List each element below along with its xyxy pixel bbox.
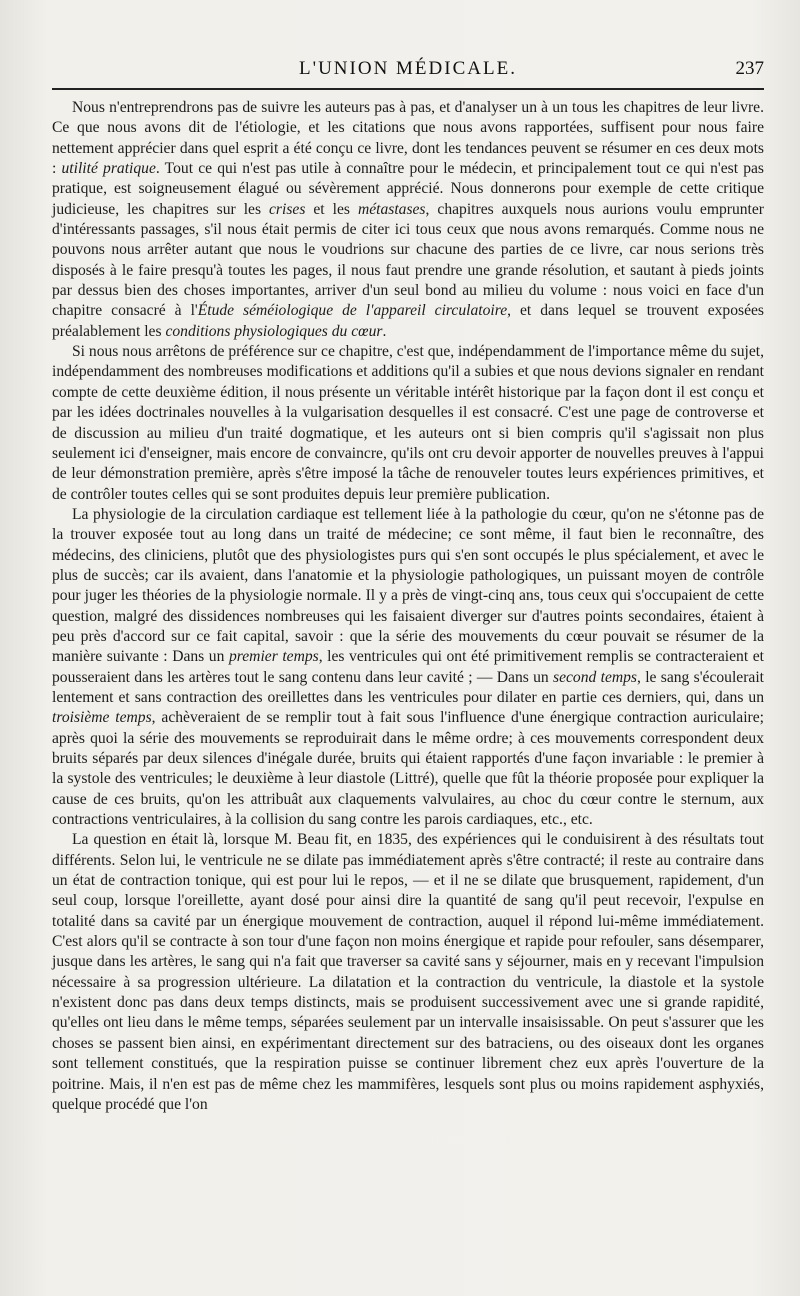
text-run: . Tout ce qui n'est pas utile à connaître pour le médecin, et principalement tout ce qui n'est pas pratique, est soigneusement élagué ou sévèrement apprécié. Nous donnerons pour exemple de cette critique judicieuse, les chapitres sur les [52, 160, 765, 218]
italic-phrase: utilité pratique [61, 160, 156, 178]
text-run: La physiologie de la circulation cardiaque est tellement liée à la pathologie du cœur, qu'on ne s'étonne pas de la trouver exposée tout au long dans un traité de médecine; ce sont même, il faut bien le reconnaître, des médecins, des cliniciens, plutôt que des physiologistes purs qui s'en sont occupés le plus spécialement, et avec le plus de succès; car ils avaient, dans l'anatomie et la physiologie pathologiques, un puissant moyen de contrôle pour juger les théories de la physiologie normale. Il y a près de vingt-cinq ans, tous ceux qui s'occupaient de cette question, malgré des dissidences nombreuses qui les faisaient diverger sur d'autres points secondaires, étaient à peu près d'accord sur ce fait capital, savoir : que la série des mouvements du cœur pouvait se résumer de la manière suivante : Dans un [52, 505, 764, 666]
italic-phrase: conditions physiologiques du cœur [165, 322, 383, 340]
text-run: La question en était là, lorsque M. Beau fit, en 1835, des expériences qui le conduisirent à des résultats tout différents. Selon lui, le ventricule ne se dilate pas immédiatement après s'être contracté; il reste au contraire dans un état de contraction tonique, qui est pour lui le repos, — et il ne se dilate que brusquement, rapidement, d'un seul coup, lorsque l'oreillette, ayant dosé pour ainsi dire la quantité de sang qu'il peut recevoir, l'expulse en totalité dans sa cavité par un énergique mouvement de contraction, auquel il répond lui-même immédiatement. C'est alors qu'il se contracte à son tour d'une façon non moins énergique et rapide pour refouler, sans désemparer, jusque dans les artères, le sang qui n'a fait que traverser sa cavité sans y séjourner, mais en y recevant l'impulsion nécessaire à sa progression ultérieure. La dilatation et la contraction du ventricule, la diastole et la systole n'existent donc pas dans deux temps distincts, mais se produisent successivement avec une si grande rapidité, qu'elles ont lieu dans le même temps, séparées seulement par un intervalle insaisissable. On peut s'assurer que les choses se passent bien ainsi, en expérimentant directement sur des batraciens, ou des oiseaux dont les organes sont tellement constitués, que la respiration puisse se continuer librement chez eux après l'ouverture de la poitrine. Mais, il n'en est pas de même chez les mammifères, lesquels sont plus ou moins rapidement asphyxiés, quelque procédé que l'on [52, 831, 764, 1113]
text-run: Nous n'entreprendrons pas de suivre les auteurs pas à pas, et d'analyser un à un tous les chapitres de leur livre. Ce que nous avons dit de l'étiologie, et les citations que nous avons rapportées, suffisent pour nous faire nettement apprécier dans quel esprit a été conçu ce livre, dont les tendances peuvent se résumer en ces deux mots : [52, 99, 764, 178]
body-text [52, 98, 764, 1115]
text-run: , et dans lequel se trouvent exposées préalablement les [52, 302, 765, 340]
text-run: , le sang s'écoulerait lentement et sans contraction des oreillettes dans les ventricules pour dilater en partie ces derniers, qui, dans un [52, 668, 764, 706]
paragraph [52, 98, 764, 342]
italic-phrase: métastases [357, 200, 426, 218]
text-run: , les ventricules qui ont été primitivement remplis se contracteraient et pousseraient dans les artères tout le sang contenu dans leur cavité ; — Dans un [52, 648, 764, 686]
italic-phrase: Étude séméiologique de l'appareil circulatoire [197, 302, 508, 320]
text-run: Si nous nous arrêtons de préférence sur ce chapitre, c'est que, indépendamment de l'importance même du sujet, indépendamment des nombreuses modifications et additions qu'il a subies et que nous devions signaler en rendant compte de cette deuxième édition, il nous présente un véritable intérêt historique par la façon dont il est conçu et par les idées doctrinales nouvelles à la vulgarisation desquelles il est consacré. C'est une page de controverse et de discussion au milieu d'un traité dogmatique, et les auteurs ont si bien compris qu'il s'agissait non plus seulement ici d'enseigner, mais encore de convaincre, qu'ils ont cru devoir apporter de nouvelles preuves à l'appui de leur démonstration première, après s'être imposé la tâche de renouveler toutes leurs expériences primitives, et de contrôler toutes celles qui se sont produites depuis leur première publication. [52, 343, 764, 503]
text-run: . [382, 322, 387, 340]
text-run: , achèveraient de se remplir tout à fait sous l'influence d'une énergique contraction auriculaire; après quoi la série des mouvements se reproduirait dans le même ordre; à ces mouvements correspondent deux bruits séparés par deux silences d'inégale durée, bruits qui étaient rapportés d'une façon invariable : le premier à la systole des ventricules; le deuxième à leur diastole (Littré), quelle que fût la théorie proposée pour expliquer la cause de ces bruits, qu'on les attribuât aux claquements valvulaires, au choc du cœur contre le sternum, aux contractions ventriculaires, à la collision du sang contre les parois cardiaques, etc., etc. [52, 709, 764, 829]
page-header [52, 46, 764, 88]
text-run: , chapitres auxquels nous aurions voulu emprunter d'intéressants passages, s'il nous était permis de citer ici tous ceux que nous avons remarqués. Comme nous ne pouvons nous arrêter autant que nous le voudrions sur chacune des parties de ce livre, car nous serions très disposés à le faire presqu'à toutes les pages, il nous faut prendre une grande résolution, et sautant à pieds joints par dessus bien des choses importantes, arriver d'un seul bond au milieu du volume : nous voici en face d'un chapitre consacré à l' [52, 200, 764, 320]
italic-phrase: troisième temps [52, 709, 152, 727]
paragraph [52, 830, 764, 1115]
italic-phrase: crises [269, 200, 306, 218]
page-number: 237 [735, 58, 764, 79]
running-title: L'UNION MÉDICALE. [299, 58, 517, 79]
paragraph [52, 505, 764, 831]
header-rule [52, 88, 764, 90]
text-run: et les [305, 200, 358, 218]
italic-phrase: second temps [553, 668, 637, 686]
italic-phrase: premier temps [228, 648, 319, 666]
paragraph [52, 342, 764, 505]
